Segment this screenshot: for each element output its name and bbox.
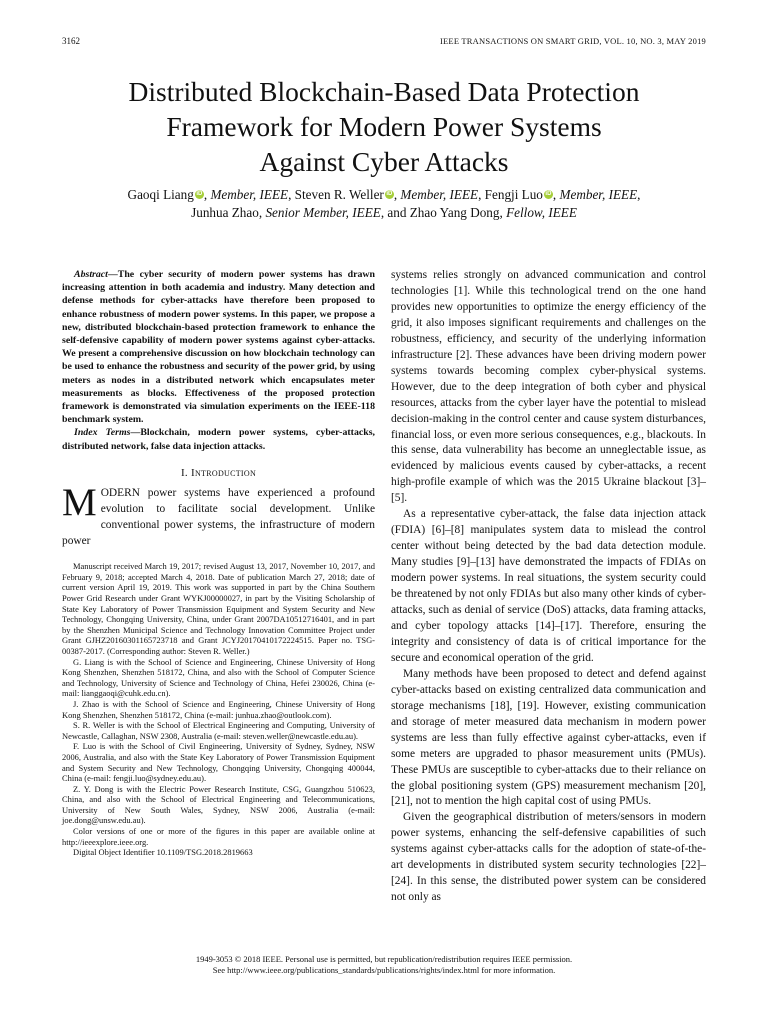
footnote: Manuscript received March 19, 2017; revised August 13, 2017, November 10, 2017, and February 9, 2018; accepted March 4, 2018. Date of publication March 27, 2018; date of current version April 19, 2019. This work was supported in part by the China Southern Power Grid Research under Grant WYKJ00000027, in part by the Visiting Scholarship of State Key Laboratory of Power Transmission Equipment and System Security and New Technology, Chongqing University, China, under Grant 2007DA10512716401, and in part by the Shenzhen Municipal Science and Technology Innovation Committee Project under Grant GJHZ20160301165723718 and Grant JCYJ20170410172224515. Paper no. TSG-00387-2017. (Corresponding author: Steven R. Weller.) bbox=[62, 561, 375, 656]
section-number: I. bbox=[180, 466, 192, 479]
footnote: G. Liang is with the School of Science and Engineering, Chinese University of Hong Kong Shenzhen, Shenzhen 518172, China, and also with the School of Computer Science and Technology, University of Science and Technology of China, Hefei 230026, China (e-mail: lianggaoqi@cuhk.edu.cn). bbox=[62, 656, 375, 699]
footnotes bbox=[62, 561, 375, 858]
author-role: Fellow, IEEE bbox=[506, 205, 577, 220]
body-paragraph: systems relies strongly on advanced communication and control technologies [1]. While this technological trend on the one hand provides new opportunities to optimize the energy efficiency of the grid, it also imposes significant requirements and challenges on the robustness, efficiency, and security of the underlying information infrastructure [2]. These advances have been driving modern power systems towards becoming complex cyber-physical systems. However, due to the deep integration of both cyber and physical resources, attacks from the cyber layer have the potential to mislead decision-making in the control center and cause system disturbances, financial loss, or even more serious consequences, e.g., blackouts. In this sense, data vulnerability has become an unneglectable issue, as evidenced by malicious events caused by cyber-attacks, a recent high-profile example of which was the 2015 Ukraine blackout [3]–[5]. bbox=[391, 269, 706, 505]
author-name: Steven R. Weller bbox=[294, 187, 384, 202]
journal-header: IEEE TRANSACTIONS ON SMART GRID, VOL. 10, NO. 3, MAY 2019 bbox=[440, 36, 706, 46]
author-role: Member, IEEE bbox=[210, 187, 289, 202]
body-paragraph: Many methods have been proposed to detect and defend against cyber-attacks based on existing centralized data communication and storage mechanisms [18], [19]. However, existing communication and storage of meter measured data mechanism in modern power systems are less than fully effective against cyber-attacks, even if some meters are upgraded to phasor measurement units (PMUs). These PMUs are susceptible to cyber-attacks due to their reliance on the global positioning system (GPS) measurement mechanism [20], [21], not to mention the high capital cost of using PMUs. bbox=[391, 667, 706, 808]
right-column bbox=[391, 268, 706, 906]
footnote: Z. Y. Dong is with the Electric Power Research Institute, CSG, Guangzhou 510623, China, and also with the School of Electrical Engineering and Telecommunications, University of New South Wales, Sydney, NSW 2006, Australia (e-mail: joe.dong@unsw.edu.au). bbox=[62, 783, 375, 826]
drop-cap: M bbox=[62, 480, 97, 524]
author-role: Member, IEEE bbox=[559, 187, 638, 202]
intro-text: power systems have experienced a profound evolution to facilitate social development. Unlike conventional power systems, the infrastructure of modern power bbox=[62, 486, 375, 548]
abstract-text: —The cyber security of modern power systems has drawn increasing attention in both academia and industry. Many detection and defense methods for cyber-attacks have therefore been proposed to enhance robustness of modern power systems. In this paper, we propose a new, distributed blockchain-based protection framework to enhance the self-defensive capability of modern power systems against cyber-attacks. We present a comprehensive discussion on how blockchain technology can be used to enhance the robustness and security of the power grid, by using meters as nodes in a distributed network which encapsulates meter measurements as blocks. Effectiveness of the proposed protection framework is demonstrated via simulation experiments on the IEEE-118 benchmark system. bbox=[62, 269, 375, 426]
author-role: Member, IEEE bbox=[400, 187, 479, 202]
abstract-label: Abstract bbox=[74, 269, 108, 280]
footnote: F. Luo is with the School of Civil Engineering, University of Sydney, Sydney, NSW 2006, Australia, and also with the State Key Laboratory of Power Transmission Equipment and System Security and New Technology, Chongqing University, Chongqing 400044, China (e-mail: fengji.luo@sydney.edu.au). bbox=[62, 741, 375, 784]
copyright-line: 1949-3053 © 2018 IEEE. Personal use is permitted, but republication/redistribution requires IEEE permission. bbox=[195, 954, 573, 964]
body-paragraph: As a representative cyber-attack, the false data injection attack (FDIA) [6]–[8] manipulates system data to mislead the control center without being detected by the bad data detection module. Many studies [9]–[13] have demonstrated the impacts of FDIAs on modern power systems. In real situations, the system security could be threatened by not only FDIAs but also many other kinds of cyber-attacks, such as denial of service (DoS) attacks, data framing attacks, and cyber topology attacks [14]–[17]. Therefore, ensuring the integrity and consistency of data is of critical importance for the secure and economical operation of the grid. bbox=[391, 508, 706, 664]
copyright-footer bbox=[62, 954, 706, 976]
body-paragraph: Given the geographical distribution of meters/sensors in modern power systems, enhancing the self-defensive capabilities of such systems against cyber-attacks calls for the adoption of state-of-the-art developments in distributed system security technologies [22]–[24]. In this sense, the distributed power system can be considered not only as bbox=[391, 811, 706, 904]
lead-caps: ODERN bbox=[100, 486, 140, 499]
title-line: Against Cyber Attacks bbox=[259, 146, 509, 177]
index-terms bbox=[62, 426, 375, 452]
author-name: Fengji Luo bbox=[484, 187, 543, 202]
author-name: Zhao Yang Dong bbox=[409, 205, 500, 220]
orcid-icon[interactable]: iD bbox=[386, 191, 393, 197]
rights-link-line: See http://www.ieee.org/publications_standards/publications/rights/index.html for more information. bbox=[212, 965, 556, 975]
paper-title bbox=[60, 74, 708, 179]
orcid-icon[interactable]: iD bbox=[545, 191, 552, 197]
left-column bbox=[62, 268, 375, 858]
footnote: Color versions of one or more of the figures in this paper are available online at http://ieeexplore.ieee.org. bbox=[62, 826, 375, 847]
title-line: Framework for Modern Power Systems bbox=[166, 111, 602, 142]
author-name: Gaoqi Liang bbox=[127, 187, 194, 202]
author-role: Senior Member, IEEE bbox=[265, 205, 381, 220]
author-name: Junhua Zhao bbox=[191, 205, 259, 220]
title-line: Distributed Blockchain-Based Data Protection bbox=[128, 76, 640, 107]
footnote: S. R. Weller is with the School of Electrical Engineering and Computing, University of Newcastle, Callaghan, NSW 2308, Australia (e-mail: steven.weller@newcastle.edu.au). bbox=[62, 720, 375, 741]
footnote: J. Zhao is with the School of Science and Engineering, Chinese University of Hong Kong Shenzhen, Shenzhen 518172, China (e-mail: junhua.zhao@outlook.com). bbox=[62, 698, 375, 720]
author-list bbox=[60, 186, 708, 222]
section-heading bbox=[62, 467, 375, 479]
orcid-icon[interactable]: iD bbox=[196, 191, 203, 197]
index-terms-label: Index Terms bbox=[74, 427, 131, 439]
author-line-1: Gaoqi Liang iD , Member, IEEE, Steven R. Weller iD , Member, IEEE, Fengji Luo iD , Member, IEEE, bbox=[127, 187, 641, 202]
abstract bbox=[62, 268, 375, 426]
index-terms-text: —Blockchain, modern power systems, cyber-attacks, distributed network, false data injection attacks. bbox=[62, 427, 375, 452]
footnote-doi: Digital Object Identifier 10.1109/TSG.2018.2819663 bbox=[73, 847, 253, 858]
page-number: 3162 bbox=[62, 36, 80, 46]
author-line-2: Junhua Zhao, Senior Member, IEEE, and Zhao Yang Dong, Fellow, IEEE bbox=[191, 205, 577, 220]
section-title: Introduction bbox=[191, 466, 257, 479]
intro-paragraph bbox=[62, 480, 375, 549]
